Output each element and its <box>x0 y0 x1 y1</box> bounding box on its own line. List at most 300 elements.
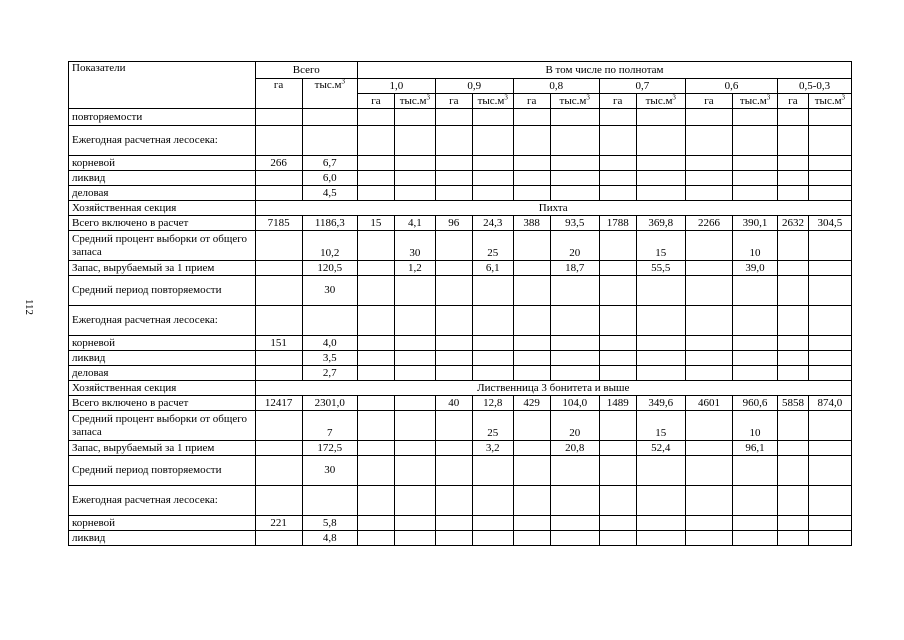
table-cell <box>357 351 394 366</box>
header-density-3: 0,7 <box>599 79 685 94</box>
table-cell <box>599 109 636 126</box>
header-density-2: 0,8 <box>513 79 599 94</box>
table-cell <box>472 366 513 381</box>
table-cell <box>357 306 394 336</box>
table-cell <box>513 156 550 171</box>
table-cell <box>778 186 809 201</box>
table-cell: 20 <box>550 411 599 441</box>
table-cell <box>808 516 851 531</box>
table-cell: 2632 <box>778 216 809 231</box>
table-cell <box>513 531 550 546</box>
table-cell <box>357 171 394 186</box>
table-cell <box>685 366 732 381</box>
table-cell <box>685 456 732 486</box>
table-cell <box>513 411 550 441</box>
table-cell <box>435 441 472 456</box>
table-cell: 18,7 <box>550 261 599 276</box>
table-cell <box>636 126 685 156</box>
row-label: Средний процент выборки от общего запаса <box>69 231 256 261</box>
table-cell: 30 <box>302 276 357 306</box>
row-label: Ежегодная расчетная лесосека: <box>69 486 256 516</box>
table-cell: 39,0 <box>733 261 778 276</box>
table-cell <box>472 351 513 366</box>
table-cell <box>255 456 302 486</box>
table-cell <box>550 486 599 516</box>
table-cell: 40 <box>435 396 472 411</box>
table-cell: 30 <box>394 231 435 261</box>
table-cell <box>636 276 685 306</box>
table-cell <box>394 126 435 156</box>
header-unit-volume: $тыс.м^3$ <box>550 94 599 109</box>
table-cell <box>685 531 732 546</box>
header-unit-volume: $тыс.м^3$ <box>808 94 851 109</box>
row-label: Средний период повторяемости <box>69 456 256 486</box>
table-cell <box>733 171 778 186</box>
table-cell: 20,8 <box>550 441 599 456</box>
table-cell: 24,3 <box>472 216 513 231</box>
table-cell <box>550 336 599 351</box>
table-cell <box>394 396 435 411</box>
table-cell: 5858 <box>778 396 809 411</box>
table-cell <box>357 231 394 261</box>
table-row <box>69 126 852 156</box>
table-cell <box>472 516 513 531</box>
table-cell <box>435 336 472 351</box>
row-label: Запас, вырубаемый за 1 прием <box>69 261 256 276</box>
section-title: Лиственница 3 бонитета и выше <box>255 381 852 396</box>
row-label: Всего включено в расчет <box>69 396 256 411</box>
table-cell <box>778 486 809 516</box>
table-cell <box>685 336 732 351</box>
table-cell <box>808 306 851 336</box>
table-cell: 304,5 <box>808 216 851 231</box>
table-cell <box>357 186 394 201</box>
table-cell <box>808 276 851 306</box>
table-cell <box>599 531 636 546</box>
table-row <box>69 231 852 261</box>
table-cell <box>685 516 732 531</box>
table-cell <box>255 486 302 516</box>
table-cell <box>357 109 394 126</box>
table-cell <box>513 516 550 531</box>
table-cell <box>394 156 435 171</box>
table-cell <box>550 171 599 186</box>
table-cell: 390,1 <box>733 216 778 231</box>
table-cell <box>513 231 550 261</box>
table-cell <box>394 276 435 306</box>
table-row <box>69 156 852 171</box>
table-cell <box>255 441 302 456</box>
table-cell: 6,0 <box>302 171 357 186</box>
table-cell <box>357 441 394 456</box>
header-density-5: 0,5-0,3 <box>778 79 852 94</box>
table-cell <box>778 366 809 381</box>
table-cell <box>778 411 809 441</box>
table-row <box>69 396 852 411</box>
table-cell: 1186,3 <box>302 216 357 231</box>
table-cell <box>778 456 809 486</box>
header-unit-volume: $тыс.м^3$ <box>733 94 778 109</box>
table-cell <box>685 411 732 441</box>
header-indicators: Показатели <box>69 62 256 109</box>
row-label: Хозяйственная секция <box>69 381 256 396</box>
table-cell <box>550 351 599 366</box>
table-cell: 55,5 <box>636 261 685 276</box>
table-cell <box>636 171 685 186</box>
table-cell <box>599 171 636 186</box>
table-cell <box>513 456 550 486</box>
table-cell <box>685 231 732 261</box>
table-cell: 7 <box>302 411 357 441</box>
table-cell: 93,5 <box>550 216 599 231</box>
table-cell: 4601 <box>685 396 732 411</box>
table-cell: 3,2 <box>472 441 513 456</box>
table-cell <box>255 276 302 306</box>
table-cell <box>778 306 809 336</box>
table-cell: 369,8 <box>636 216 685 231</box>
table-cell <box>513 276 550 306</box>
table-cell: 15 <box>636 411 685 441</box>
table-cell: 7185 <box>255 216 302 231</box>
header-unit-ga: га <box>599 94 636 109</box>
table-cell <box>394 336 435 351</box>
table-cell <box>435 171 472 186</box>
table-cell <box>435 411 472 441</box>
table-cell: 3,5 <box>302 351 357 366</box>
table-cell <box>513 171 550 186</box>
table-cell <box>255 306 302 336</box>
table-cell: 20 <box>550 231 599 261</box>
table-cell <box>733 186 778 201</box>
row-label: ликвид <box>69 351 256 366</box>
table-cell: 96 <box>435 216 472 231</box>
table-cell <box>357 516 394 531</box>
table-cell <box>550 306 599 336</box>
header-unit-volume: $тыс.м^3$ <box>636 94 685 109</box>
table-cell <box>778 126 809 156</box>
table-cell <box>435 261 472 276</box>
table-cell <box>808 336 851 351</box>
table-cell: 6,7 <box>302 156 357 171</box>
table-cell <box>435 109 472 126</box>
table-cell <box>733 109 778 126</box>
table-cell <box>733 276 778 306</box>
section-row <box>69 201 852 216</box>
table-cell <box>599 336 636 351</box>
table-cell: 120,5 <box>302 261 357 276</box>
row-label: ликвид <box>69 531 256 546</box>
table-cell <box>778 441 809 456</box>
table-cell <box>550 126 599 156</box>
table-cell <box>808 441 851 456</box>
table-cell: 151 <box>255 336 302 351</box>
table-cell <box>394 411 435 441</box>
table-cell <box>394 441 435 456</box>
table-cell <box>357 366 394 381</box>
table-cell: 15 <box>636 231 685 261</box>
table-cell <box>255 366 302 381</box>
table-cell <box>435 126 472 156</box>
table-cell <box>472 336 513 351</box>
row-label: Хозяйственная секция <box>69 201 256 216</box>
table-cell <box>808 261 851 276</box>
table-cell <box>636 366 685 381</box>
table-cell <box>599 351 636 366</box>
table-cell <box>550 366 599 381</box>
table-cell <box>357 276 394 306</box>
table-cell: 30 <box>302 456 357 486</box>
row-label: корневой <box>69 336 256 351</box>
header-density-0: 1,0 <box>357 79 435 94</box>
forest-cutting-table <box>68 61 852 546</box>
table-cell <box>472 531 513 546</box>
table-cell <box>513 351 550 366</box>
table-cell: 266 <box>255 156 302 171</box>
table-cell <box>599 306 636 336</box>
table-row <box>69 351 852 366</box>
table-row <box>69 531 852 546</box>
table-cell <box>513 441 550 456</box>
table-cell <box>357 486 394 516</box>
table-cell <box>302 306 357 336</box>
table-cell: 429 <box>513 396 550 411</box>
table-cell <box>550 516 599 531</box>
row-label: деловая <box>69 186 256 201</box>
header-density-4: 0,6 <box>685 79 777 94</box>
table-cell <box>636 531 685 546</box>
table-cell <box>733 306 778 336</box>
table-cell <box>255 186 302 201</box>
table-cell: 25 <box>472 231 513 261</box>
table-cell <box>808 109 851 126</box>
header-total: Всего <box>255 62 357 79</box>
table-cell <box>808 366 851 381</box>
table-cell <box>435 531 472 546</box>
table-cell <box>472 306 513 336</box>
table-cell <box>778 276 809 306</box>
table-cell <box>394 516 435 531</box>
table-cell <box>394 531 435 546</box>
table-cell <box>808 231 851 261</box>
row-label: повторяемости <box>69 109 256 126</box>
table-cell <box>778 516 809 531</box>
header-incl: В том числе по полнотам <box>357 62 851 79</box>
table-cell <box>302 126 357 156</box>
table-cell <box>733 336 778 351</box>
table-row <box>69 441 852 456</box>
table-cell <box>435 486 472 516</box>
row-label: Средний период повторяемости <box>69 276 256 306</box>
table-cell <box>435 456 472 486</box>
table-cell <box>685 171 732 186</box>
table-cell <box>733 366 778 381</box>
table-cell <box>513 186 550 201</box>
table-cell: 5,8 <box>302 516 357 531</box>
table-cell <box>550 531 599 546</box>
header-unit-ga: га <box>435 94 472 109</box>
table-cell: 15 <box>357 216 394 231</box>
table-cell <box>636 516 685 531</box>
table-cell: 4,8 <box>302 531 357 546</box>
table-row <box>69 216 852 231</box>
table-cell <box>472 171 513 186</box>
table-cell <box>394 306 435 336</box>
row-label: корневой <box>69 516 256 531</box>
row-label: Ежегодная расчетная лесосека: <box>69 126 256 156</box>
table-row <box>69 516 852 531</box>
table-cell <box>685 186 732 201</box>
table-cell <box>394 486 435 516</box>
table-cell <box>733 156 778 171</box>
table-cell <box>808 186 851 201</box>
row-label: Средний процент выборки от общего запаса <box>69 411 256 441</box>
table-cell <box>636 351 685 366</box>
table-cell <box>357 261 394 276</box>
table-row <box>69 171 852 186</box>
table-cell <box>435 516 472 531</box>
table-cell <box>685 109 732 126</box>
table-cell: 172,5 <box>302 441 357 456</box>
table-cell <box>636 306 685 336</box>
table-cell <box>599 261 636 276</box>
table-cell: 221 <box>255 516 302 531</box>
table-cell: 1489 <box>599 396 636 411</box>
table-cell: 25 <box>472 411 513 441</box>
table-cell: 12417 <box>255 396 302 411</box>
table-cell <box>435 366 472 381</box>
header-total-ga: га <box>255 79 302 109</box>
table-cell: 104,0 <box>550 396 599 411</box>
table-cell <box>733 456 778 486</box>
table-cell <box>733 486 778 516</box>
table-cell <box>550 276 599 306</box>
table-cell <box>435 276 472 306</box>
table-cell <box>357 396 394 411</box>
table-cell <box>357 456 394 486</box>
table-cell <box>778 261 809 276</box>
table-cell <box>685 156 732 171</box>
table-row <box>69 366 852 381</box>
table-cell <box>599 441 636 456</box>
table-cell <box>685 351 732 366</box>
table-cell <box>357 336 394 351</box>
table-cell <box>513 109 550 126</box>
table-cell: 4,0 <box>302 336 357 351</box>
table-row <box>69 456 852 486</box>
table-cell <box>599 186 636 201</box>
table-cell <box>685 486 732 516</box>
table-cell <box>599 411 636 441</box>
table-cell <box>472 456 513 486</box>
table-cell <box>394 366 435 381</box>
header-unit-ga: га <box>357 94 394 109</box>
table-cell <box>472 486 513 516</box>
table-cell: 388 <box>513 216 550 231</box>
table-cell <box>255 231 302 261</box>
table-cell: 2266 <box>685 216 732 231</box>
table-cell <box>472 186 513 201</box>
table-cell <box>685 276 732 306</box>
table-row <box>69 411 852 441</box>
header-unit-volume: $тыс.м^3$ <box>394 94 435 109</box>
table-cell <box>255 109 302 126</box>
table-cell <box>394 351 435 366</box>
header-unit-ga: га <box>778 94 809 109</box>
table-cell <box>255 171 302 186</box>
table-cell <box>733 516 778 531</box>
table-cell <box>513 261 550 276</box>
table-row <box>69 186 852 201</box>
table-cell <box>302 109 357 126</box>
table-cell <box>778 109 809 126</box>
table-cell: 4,1 <box>394 216 435 231</box>
table-cell: 10 <box>733 411 778 441</box>
table-cell <box>808 156 851 171</box>
table-cell <box>357 156 394 171</box>
table-cell <box>550 109 599 126</box>
table-cell: 2,7 <box>302 366 357 381</box>
row-label: Запас, вырубаемый за 1 прием <box>69 441 256 456</box>
table-cell <box>636 486 685 516</box>
header-unit-volume: $тыс.м^3$ <box>472 94 513 109</box>
table-cell <box>394 456 435 486</box>
row-label: Всего включено в расчет <box>69 216 256 231</box>
table-cell <box>472 126 513 156</box>
table-cell: 960,6 <box>733 396 778 411</box>
section-title: Пихта <box>255 201 852 216</box>
table-row <box>69 261 852 276</box>
header-unit-ga: га <box>685 94 732 109</box>
table-cell <box>513 306 550 336</box>
table-cell <box>550 456 599 486</box>
table-cell: 12,8 <box>472 396 513 411</box>
table-cell: 4,5 <box>302 186 357 201</box>
table-cell <box>733 531 778 546</box>
table-cell <box>599 516 636 531</box>
table-row <box>69 276 852 306</box>
table-cell <box>778 351 809 366</box>
table-cell <box>599 456 636 486</box>
table-cell <box>599 366 636 381</box>
table-cell <box>685 126 732 156</box>
table-row <box>69 306 852 336</box>
table-cell <box>435 306 472 336</box>
table-row <box>69 336 852 351</box>
header-total-volume: $тыс.м^3$ <box>302 79 357 109</box>
table-cell: 6,1 <box>472 261 513 276</box>
table-cell: 349,6 <box>636 396 685 411</box>
table-cell: 1,2 <box>394 261 435 276</box>
table-cell <box>472 276 513 306</box>
table-cell <box>472 109 513 126</box>
table-cell <box>513 486 550 516</box>
table-cell <box>255 531 302 546</box>
table-row <box>69 109 852 126</box>
table-cell <box>685 261 732 276</box>
table-cell <box>636 109 685 126</box>
table-cell <box>599 231 636 261</box>
table-cell <box>636 456 685 486</box>
table-cell <box>733 126 778 156</box>
table-cell: 10 <box>733 231 778 261</box>
table-cell: 52,4 <box>636 441 685 456</box>
table-cell <box>599 486 636 516</box>
page-number: 112 <box>23 298 35 316</box>
table-cell <box>808 351 851 366</box>
table-cell <box>435 186 472 201</box>
table-cell <box>808 126 851 156</box>
row-label: ликвид <box>69 171 256 186</box>
